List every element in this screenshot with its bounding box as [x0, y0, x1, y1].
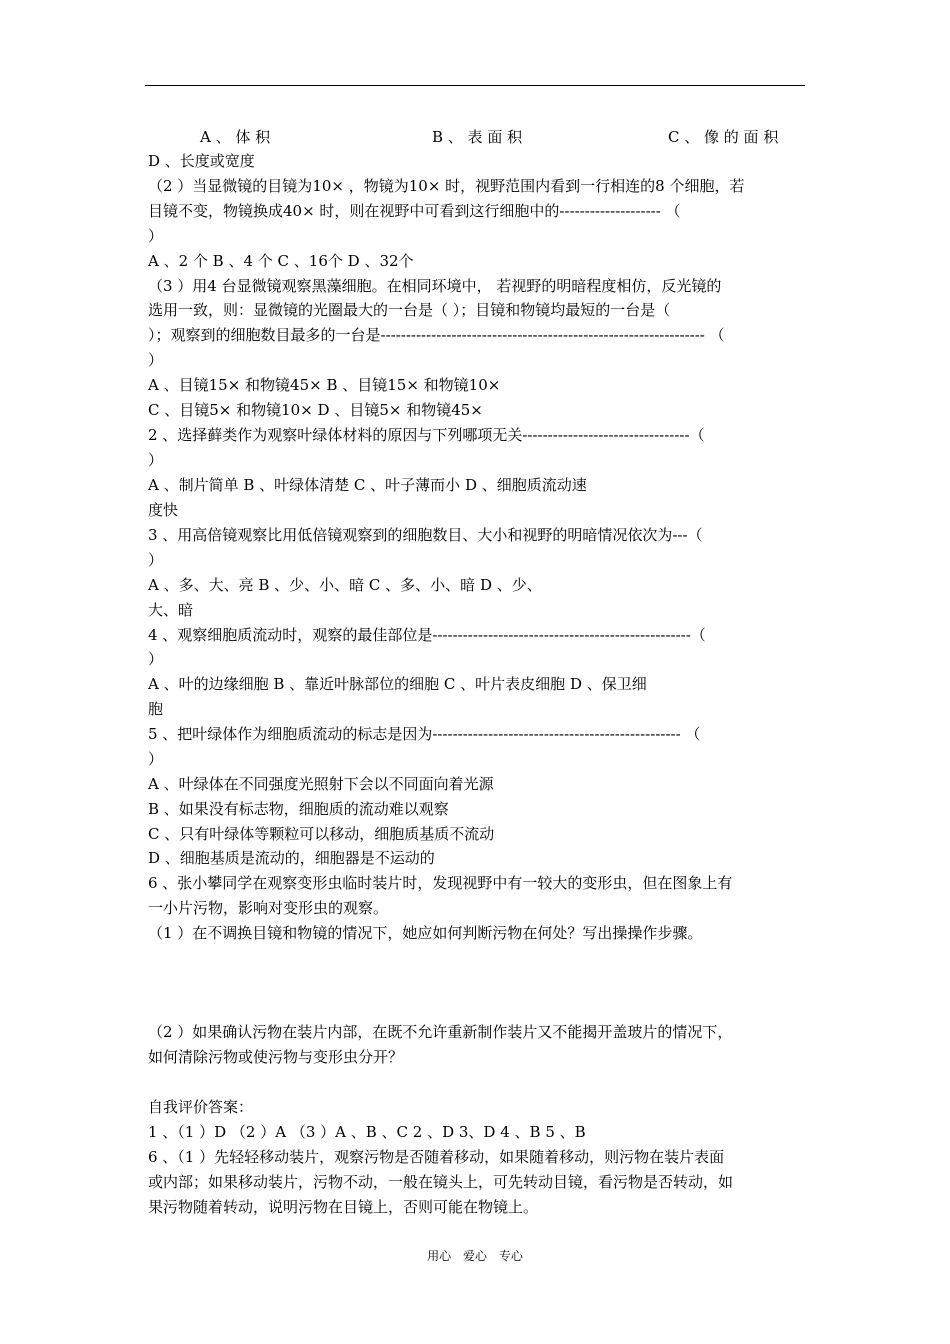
text-line: A 、多、大、亮 B 、少、小、暗 C 、多、小、暗 D 、少、: [148, 576, 542, 594]
text-line: 度快: [148, 501, 179, 519]
q1-option-c: C 、 像 的 面 积: [668, 128, 779, 146]
text-line: 大、暗: [148, 601, 194, 619]
answers-heading: 自我评价答案：: [148, 1098, 254, 1116]
answer-line: 1 、（1 ）D （2 ）A （3 ）A 、B 、C 2 、D 3、D 4 、B 5 、B: [148, 1123, 586, 1141]
q1-option-a: A 、 体 积: [200, 128, 271, 146]
text-line: 目镜不变，物镜换成40× 时，则在视野中可看到这行细胞中的-------------------- （: [148, 202, 681, 220]
text-line: 如何清除污物或使污物与变形虫分开？: [148, 1048, 404, 1066]
text-line: 3 、用高倍镜观察比用低倍镜观察到的细胞数目、大小和视野的明暗情况依次为---（: [148, 526, 703, 544]
answer-line: 果污物随着转动，说明污物在目镜上，否则可能在物镜上。: [148, 1198, 539, 1216]
text-line: 胞: [148, 700, 164, 718]
text-line: ）: [148, 750, 164, 768]
text-line: D 、长度或宽度: [148, 152, 255, 170]
text-line: （2 ）当显微镜的目镜为10× ，物镜为10× 时，视野范围内看到一行相连的8 个细胞，若: [148, 177, 745, 195]
text-line: 4 、观察细胞质流动时，观察的最佳部位是---------------------------------------------------（: [148, 626, 706, 644]
text-line: （1 ）在不调换目镜和物镜的情况下，她应如何判断污物在何处？写出操操作步骤。: [148, 924, 703, 942]
text-line: 2 、选择藓类作为观察叶绿体材料的原因与下列哪项无关---------------------------------（: [148, 426, 705, 444]
text-line: ）: [148, 227, 164, 245]
footer-word: 爱心: [462, 1249, 487, 1263]
text-line: A 、2 个 B 、4 个 C 、16个 D 、32个: [148, 252, 414, 270]
text-line: ）: [148, 650, 164, 668]
text-line: C 、目镜5× 和物镜10× D 、目镜5× 和物镜45×: [148, 401, 483, 419]
header-rule: [145, 85, 805, 86]
text-line: C 、只有叶绿体等颗粒可以移动，细胞质基质不流动: [148, 825, 495, 843]
text-line: ）: [148, 351, 164, 369]
text-line: 5 、把叶绿体作为细胞质流动的标志是因为------------------------------------------------- （: [148, 725, 701, 743]
answer-line: 6 、（1 ）先轻轻移动装片，观察污物是否随着移动，如果随着移动，则污物在装片表面: [148, 1148, 725, 1166]
text-line: D 、细胞基质是流动的，细胞器是不运动的: [148, 849, 435, 867]
text-line: A 、叶绿体在不同强度光照射下会以不同面向着光源: [148, 775, 494, 793]
text-line: 一小片污物，影响对变形虫的观察。: [148, 899, 389, 917]
text-line: A 、目镜15× 和物镜45× B 、目镜15× 和物镜10×: [148, 376, 501, 394]
text-line: （3 ）用4 台显微镜观察黑藻细胞。在相同环境中， 若视野的明暗程度相仿，反光镜的: [148, 277, 722, 295]
text-line: ）: [148, 551, 164, 569]
text-line: A 、制片简单 B 、叶绿体清楚 C 、叶子薄而小 D 、细胞质流动速: [148, 476, 587, 494]
text-line: A 、叶的边缘细胞 B 、靠近叶脉部位的细胞 C 、叶片表皮细胞 D 、保卫细: [148, 675, 647, 693]
footer-word: 专心: [498, 1249, 523, 1263]
text-line: 6 、张小攀同学在观察变形虫临时装片时，发现视野中有一较大的变形虫，但在图象上有: [148, 874, 733, 892]
text-line: B 、如果没有标志物，细胞质的流动难以观察: [148, 800, 449, 818]
footer-word: 用心: [427, 1249, 452, 1263]
text-line: （2 ）如果确认污物在装片内部，在既不允许重新制作装片又不能揭开盖玻片的情况下，: [148, 1023, 733, 1041]
text-line: ）；观察到的细胞数目最多的一台是---------------------------------------------------------------- （: [148, 326, 725, 344]
answer-line: 或内部；如果移动装片，污物不动，一般在镜头上，可先转动目镜，看污物是否转动，如: [148, 1173, 734, 1191]
q1-option-b: B 、 表 面 积: [432, 128, 523, 146]
text-line: 选用一致，则：显微镜的光圈最大的一台是（ ）；目镜和物镜均最短的一台是（: [148, 301, 671, 319]
page-footer: [0, 1247, 950, 1265]
text-line: ）: [148, 451, 164, 469]
